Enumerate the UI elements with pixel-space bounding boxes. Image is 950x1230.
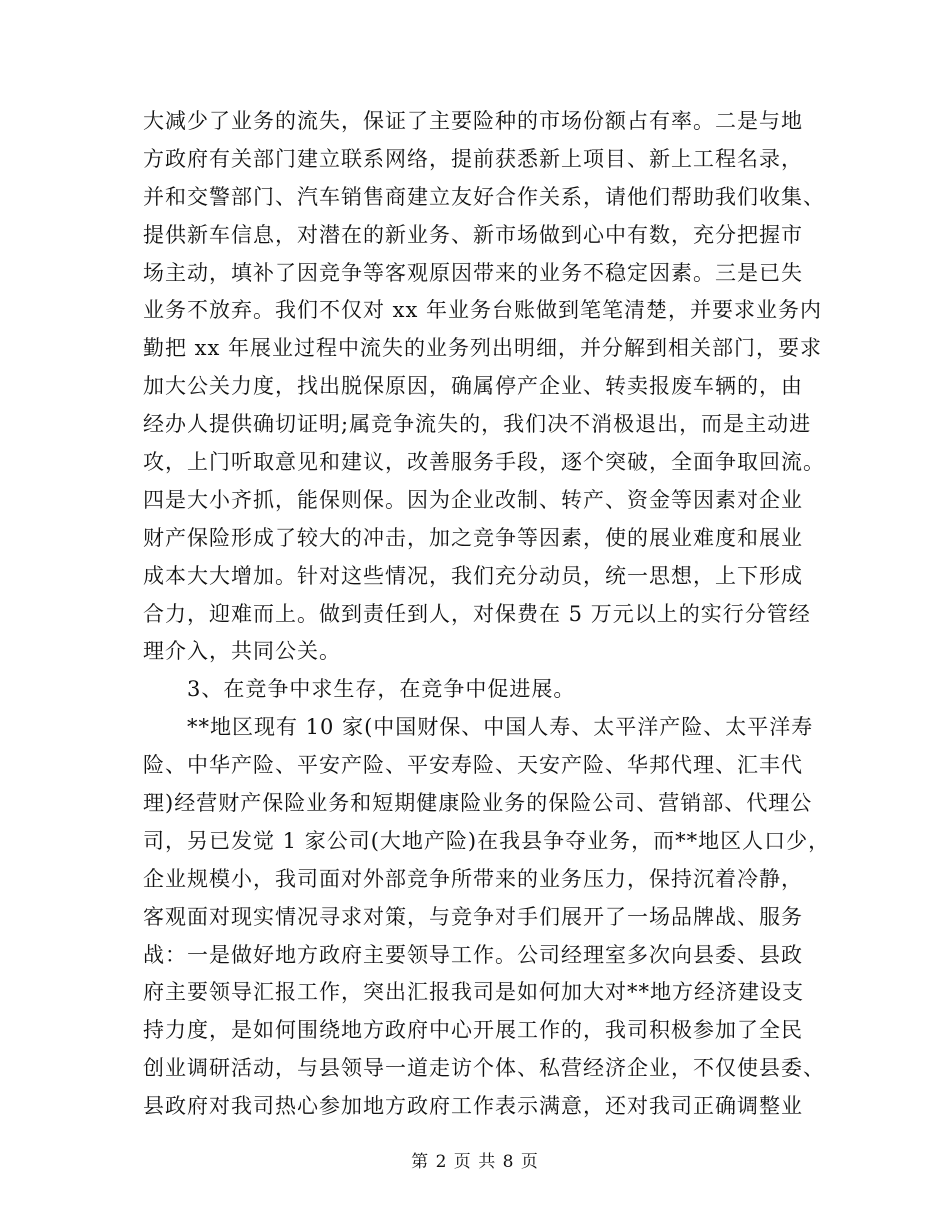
text-line: 财产保险形成了较大的冲击，加之竞争等因素，使的展业难度和展业 [143,525,803,550]
body-text [143,103,831,1126]
text-line: 客观面对现实情况寻求对策，与竞争对手们展开了一场品牌战、服务 [143,904,803,929]
text-line: 业务不放弃。我们不仅对 xx 年业务台账做到笔笔清楚，并要求业务内 [143,298,823,323]
text-line: 方政府有关部门建立联系网络，提前获悉新上项目、新上工程名录， [143,146,803,171]
page-footer: 第 2 页 共 8 页 [411,1152,539,1172]
text-line: **地区现有 10 家(中国财保、中国人寿、太平洋产险、太平洋寿 [143,715,814,740]
text-line: 大减少了业务的流失，保证了主要险种的市场份额占有率。二是与地 [143,109,803,133]
text-line: 成本大大增加。针对这些情况，我们充分动员，统一思想，上下形成 [143,563,803,588]
text-line: 四是大小齐抓，能保则保。因为企业改制、转产、资金等因素对企业 [143,487,803,512]
text-line: 理介入，共同公关。 [143,639,341,664]
text-line: 经办人提供确切证明;属竞争流失的，我们决不消极退出，而是主动进 [143,412,812,437]
text-line: 企业规模小，我司面对外部竞争所带来的业务压力，保持沉着冷静， [143,866,803,891]
text-line: 创业调研活动，与县领导一道走访个体、私营经济企业，不仅使县委、 [143,1056,825,1081]
text-line: 提供新车信息，对潜在的新业务、新市场做到心中有数，充分把握市 [143,222,803,247]
text-line: 场主动，填补了因竞争等客观原因带来的业务不稳定因素。三是已失 [143,260,803,285]
text-line: 并和交警部门、汽车销售商建立友好合作关系，请他们帮助我们收集、 [143,184,825,209]
text-line: 加大公关力度，找出脱保原因，确属停产企业、转卖报废车辆的，由 [143,374,803,399]
text-line: 理)经营财产保险业务和短期健康险业务的保险公司、营销部、代理公 [143,791,813,816]
text-line: 3、在竞争中求生存，在竞争中促进展。 [143,677,576,702]
text-line: 战：一是做好地方政府主要领导工作。公司经理室多次向县委、县政 [143,942,803,967]
text-line: 险、中华产险、平安产险、平安寿险、天安产险、华邦代理、汇丰代 [143,753,803,778]
text-line: 司，另已发觉 1 家公司(大地产险)在我县争夺业务，而**地区人口少， [143,828,831,853]
text-line: 府主要领导汇报工作，突出汇报我司是如何加大对**地方经济建设支 [143,980,804,1005]
text-line: 勤把 xx 年展业过程中流失的业务列出明细，并分解到相关部门，要求 [143,336,823,361]
text-line: 县政府对我司热心参加地方政府工作表示满意，还对我司正确调整业 [143,1094,803,1119]
text-line: 攻，上门听取意见和建议，改善服务手段，逐个突破，全面争取回流。 [143,450,825,475]
text-line: 合力，迎难而上。做到责任到人，对保费在 5 万元以上的实行分管经 [143,601,811,626]
text-line: 持力度，是如何围绕地方政府中心开展工作的，我司积极参加了全民 [143,1018,803,1043]
